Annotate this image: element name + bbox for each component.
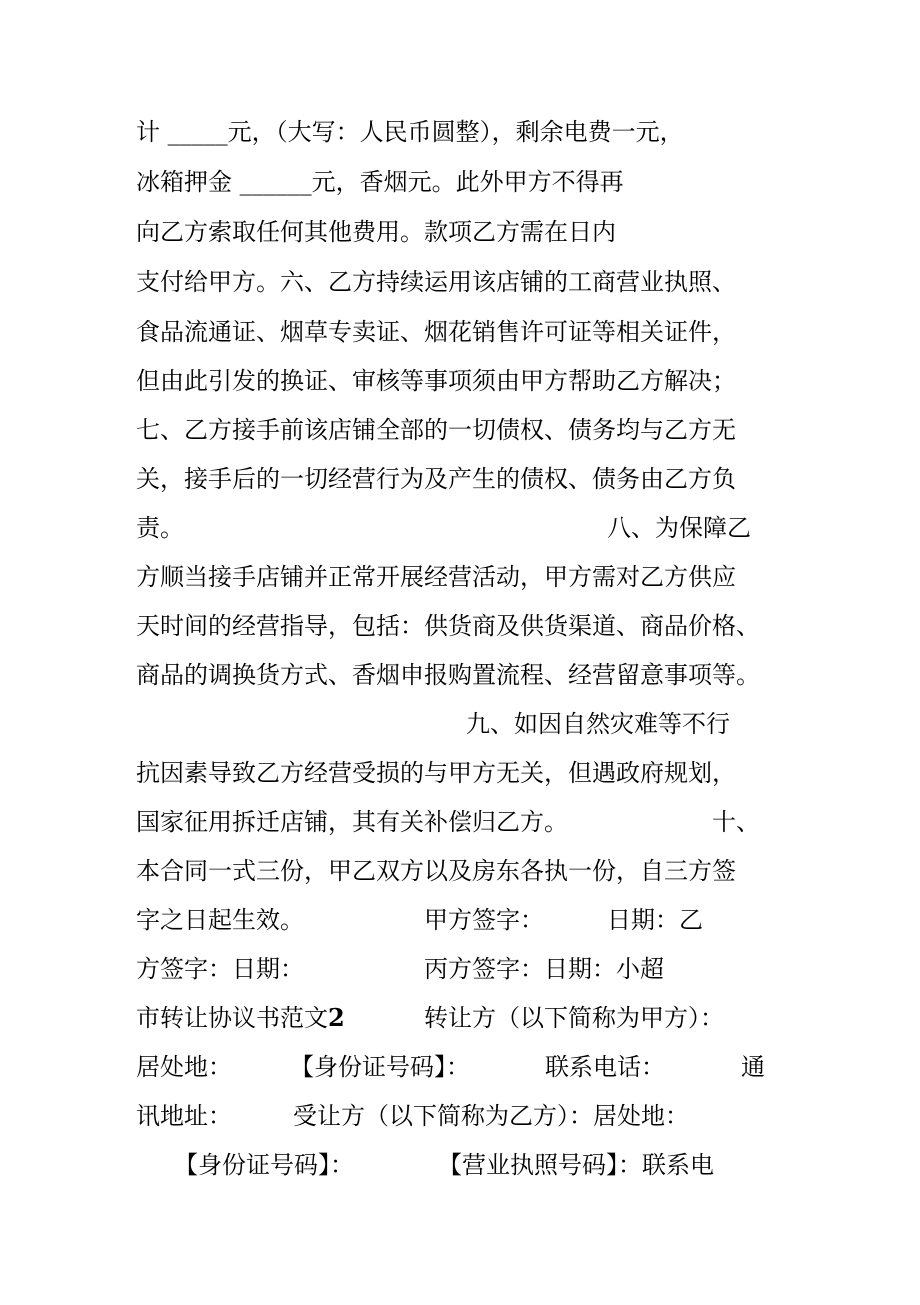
text-segment: 十、 [712,808,760,836]
text-line-5 [0,312,736,352]
text-segment: 责。 [136,514,184,542]
text-segment: 向乙方索取任何其他费用。款项乙方需在日内 [136,218,616,246]
text-line-18 [0,949,664,989]
text-segment: 联系电话： [545,1053,665,1081]
text-segment: 方顺当接手店铺并正常开展经营活动，甲方需对乙方供应 [136,563,736,591]
text-segment: 商品的调换货方式、香烟申报购置流程、经营留意事项等。 [136,661,760,689]
text-segment: 七、乙方接手前该店铺全部的一切债权、债务均与乙方无 [136,416,736,444]
text-segment: 居处地： [136,1053,232,1081]
text-line-3 [0,212,616,252]
text-line-10 [0,557,736,597]
text-segment: 受让方（以下简称为乙方）：居处地： [293,1102,689,1130]
text-segment: 冰箱押金 ______元，香烟元。此外甲方不得再 [136,168,624,196]
text-segment: 抗因素导致乙方经营受损的与甲方无关，但遇政府规划， [136,759,736,787]
text-segment: 【身份证号码】： [290,1053,470,1081]
text-segment: 转让方（以下简称为甲方）： [424,1004,724,1032]
text-segment: 方签字：日期： [136,955,304,983]
text-line-17 [0,900,703,940]
text-segment: 通 [741,1053,765,1081]
text-line-9 [0,508,751,548]
text-line-7 [0,410,736,450]
text-line-8 [0,459,736,499]
text-segment: 讯地址： [136,1102,232,1130]
text-segment: 本合同一式三份，甲乙双方以及房东各执一份，自三方签 [136,857,736,885]
text-segment: 市转让协议书范文 [136,1004,328,1032]
text-segment: 天时间的经营指导，包括：供货商及供货渠道、商品价格、 [136,612,760,640]
text-line-13 [0,704,730,744]
text-line-21 [0,1096,689,1136]
text-segment: 日期：乙 [607,906,703,934]
text-segment: 2 [328,1003,345,1032]
text-segment: 丙方签字：日期：小超 [424,955,664,983]
text-line-6 [0,361,736,401]
text-line-4 [0,262,736,302]
text-segment: 国家征用拆迁店铺，其有关补偿归乙方。 [136,808,568,836]
text-line-16 [0,851,736,891]
text-line-1 [0,112,684,152]
text-line-15 [0,802,760,842]
text-segment: 关，接手后的一切经营行为及产生的债权、债务由乙方负 [136,465,736,493]
text-line-12 [0,655,760,695]
text-segment: 【营业执照号码】：联系电 [438,1151,714,1179]
text-segment: 九、如因自然灾难等不行 [466,710,730,738]
text-segment: 支付给甲方。六、乙方持续运用该店铺的工商营业执照、 [136,268,736,296]
text-line-22 [0,1145,714,1185]
text-line-11 [0,606,760,646]
text-line-2 [0,162,624,202]
text-segment: 字之日起生效。 [136,906,304,934]
text-line-19 [0,998,724,1038]
text-segment: 【身份证号码】： [174,1151,354,1179]
text-line-20 [0,1047,765,1087]
text-segment: 八、为保障乙 [607,514,751,542]
text-line-14 [0,753,736,793]
text-segment: 甲方签字： [424,906,544,934]
text-segment: 但由此引发的换证、审核等事项须由甲方帮助乙方解决； [136,367,736,395]
text-segment: 食品流通证、烟草专卖证、烟花销售许可证等相关证件， [136,318,736,346]
text-segment: 计 _____元，（大写：人民币圆整），剩余电费一元， [136,118,684,146]
